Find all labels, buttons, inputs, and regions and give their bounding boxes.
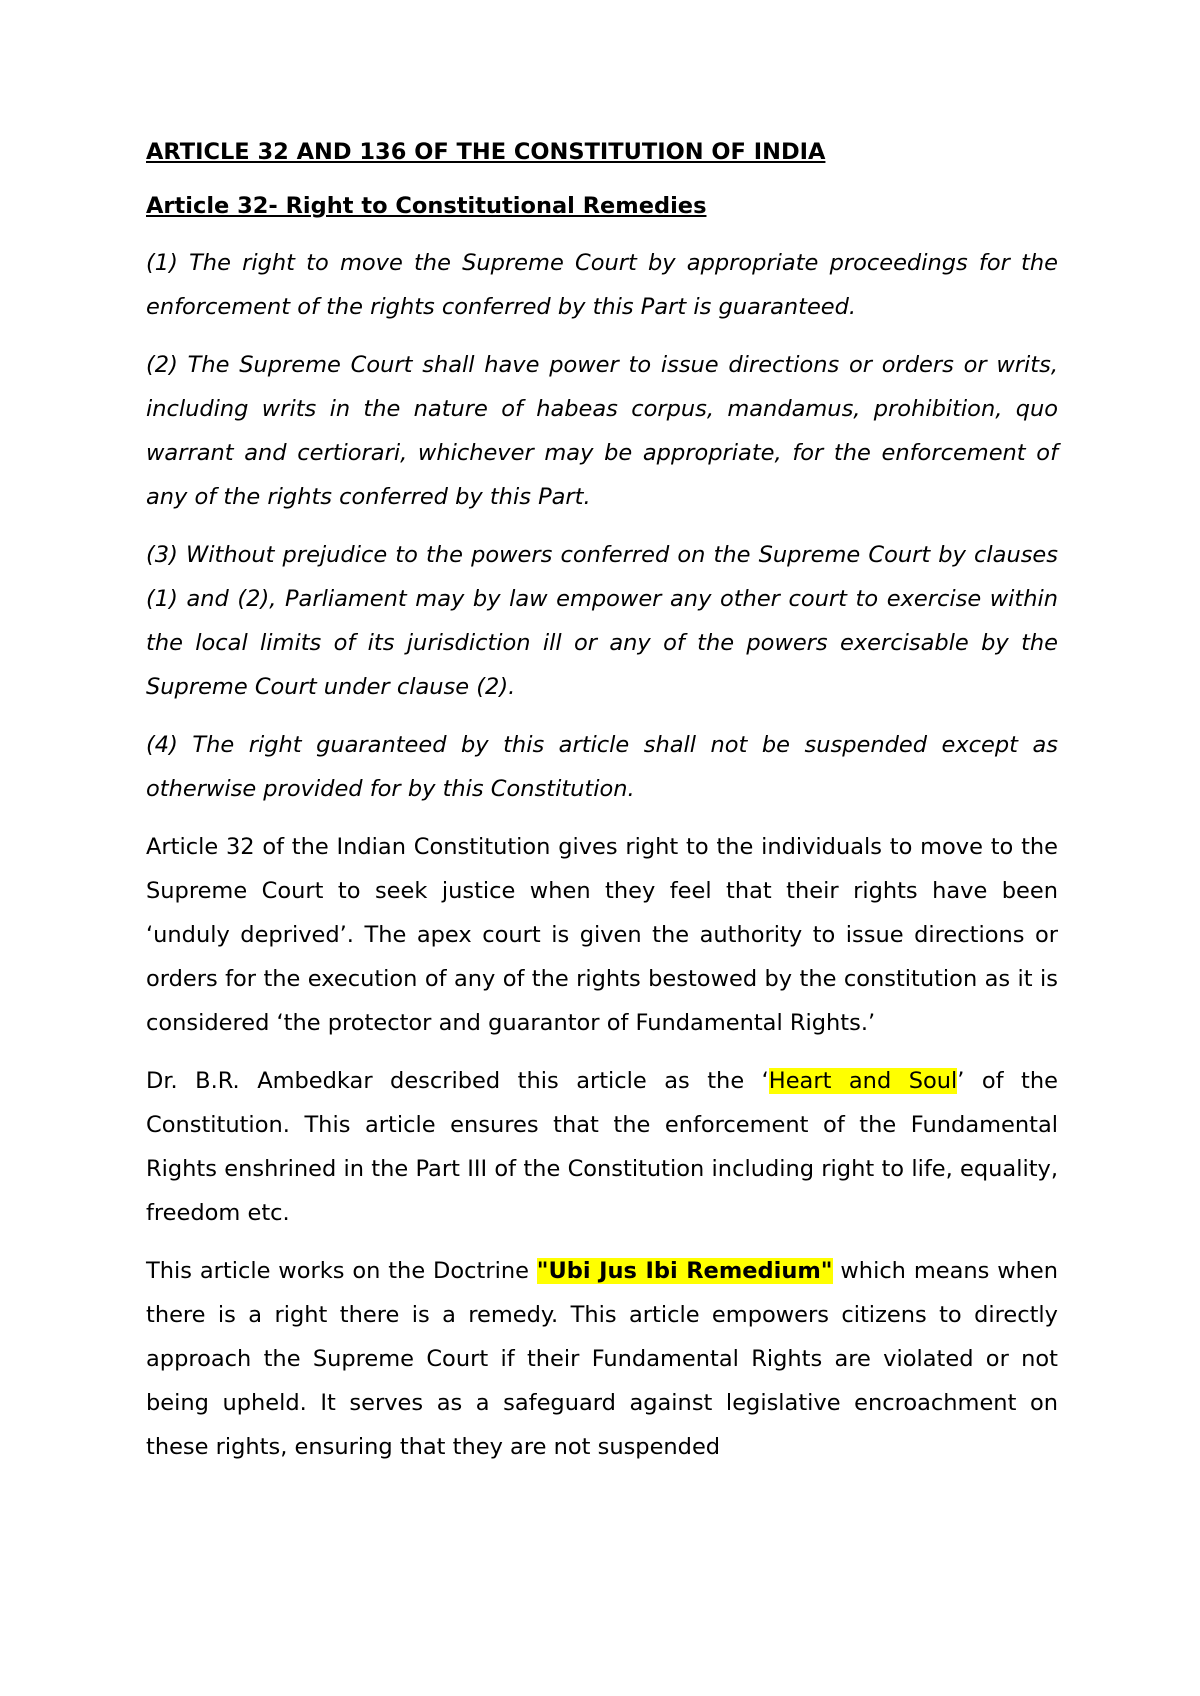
paragraph-intro: Article 32 of the Indian Constitution gives right to the individuals to move to the Supreme Court to seek justice when they feel that their rights have been ‘unduly deprived’. The apex court is given the authority to issue directions or orders for the execution of any of the rights bestowed by the constitution as it is considered ‘the protector and guarantor of Fundamental Rights.’ <box>146 833 1058 1036</box>
paragraph-ambedkar-after: ’ of the Constitution. This article ensures that the enforcement of the Fundamental Rights enshrined in the Part III of the Constitution including right to life, equality, freedom etc. <box>146 1067 1058 1226</box>
clause-2: (2) The Supreme Court shall have power to issue directions or orders or writs, including writs in the nature of habeas corpus, mandamus, prohibition, quo warrant and certiorari, whichever may be appropriate, for the enforcement of any of the rights conferred by this Part. <box>146 351 1058 510</box>
article-32-heading: Article 32- Right to Constitutional Remedies <box>146 193 707 220</box>
paragraph-doctrine-after: which means when there is a right there is a remedy. This article empowers citizens to directly approach the Supreme Court if their Fundamental Rights are violated or not being upheld. It serves as a safeguard against legislative encroachment on these rights, ensuring that they are not suspended <box>146 1257 1058 1460</box>
clause-1: (1) The right to move the Supreme Court by appropriate proceedings for the enforcement of the rights conferred by this Part is guaranteed. <box>146 249 1058 320</box>
paragraph-doctrine-before: This article works on the Doctrine <box>146 1257 537 1284</box>
paragraph-doctrine <box>146 1249 1058 1469</box>
highlight-ubi-jus-ibi-remedium: "Ubi Jus Ibi Remedium" <box>536 1257 833 1284</box>
paragraph-ambedkar-before: Dr. B.R. Ambedkar described this article as the ‘ <box>146 1067 769 1094</box>
clause-3: (3) Without prejudice to the powers conferred on the Supreme Court by clauses (1) and (2), Parliament may by law empower any other court to exercise within the local limits of its jurisdiction ill or any of the powers exercisable by the Supreme Court under clause (2). <box>146 541 1058 700</box>
document-title: ARTICLE 32 AND 136 OF THE CONSTITUTION OF INDIA <box>146 139 826 165</box>
clause-4: (4) The right guaranteed by this article shall not be suspended except as otherwise provided for by this Constitution. <box>146 731 1058 802</box>
highlight-heart-and-soul: Heart and Soul <box>768 1067 958 1094</box>
document-page <box>146 138 1058 1469</box>
paragraph-ambedkar <box>146 1059 1058 1235</box>
